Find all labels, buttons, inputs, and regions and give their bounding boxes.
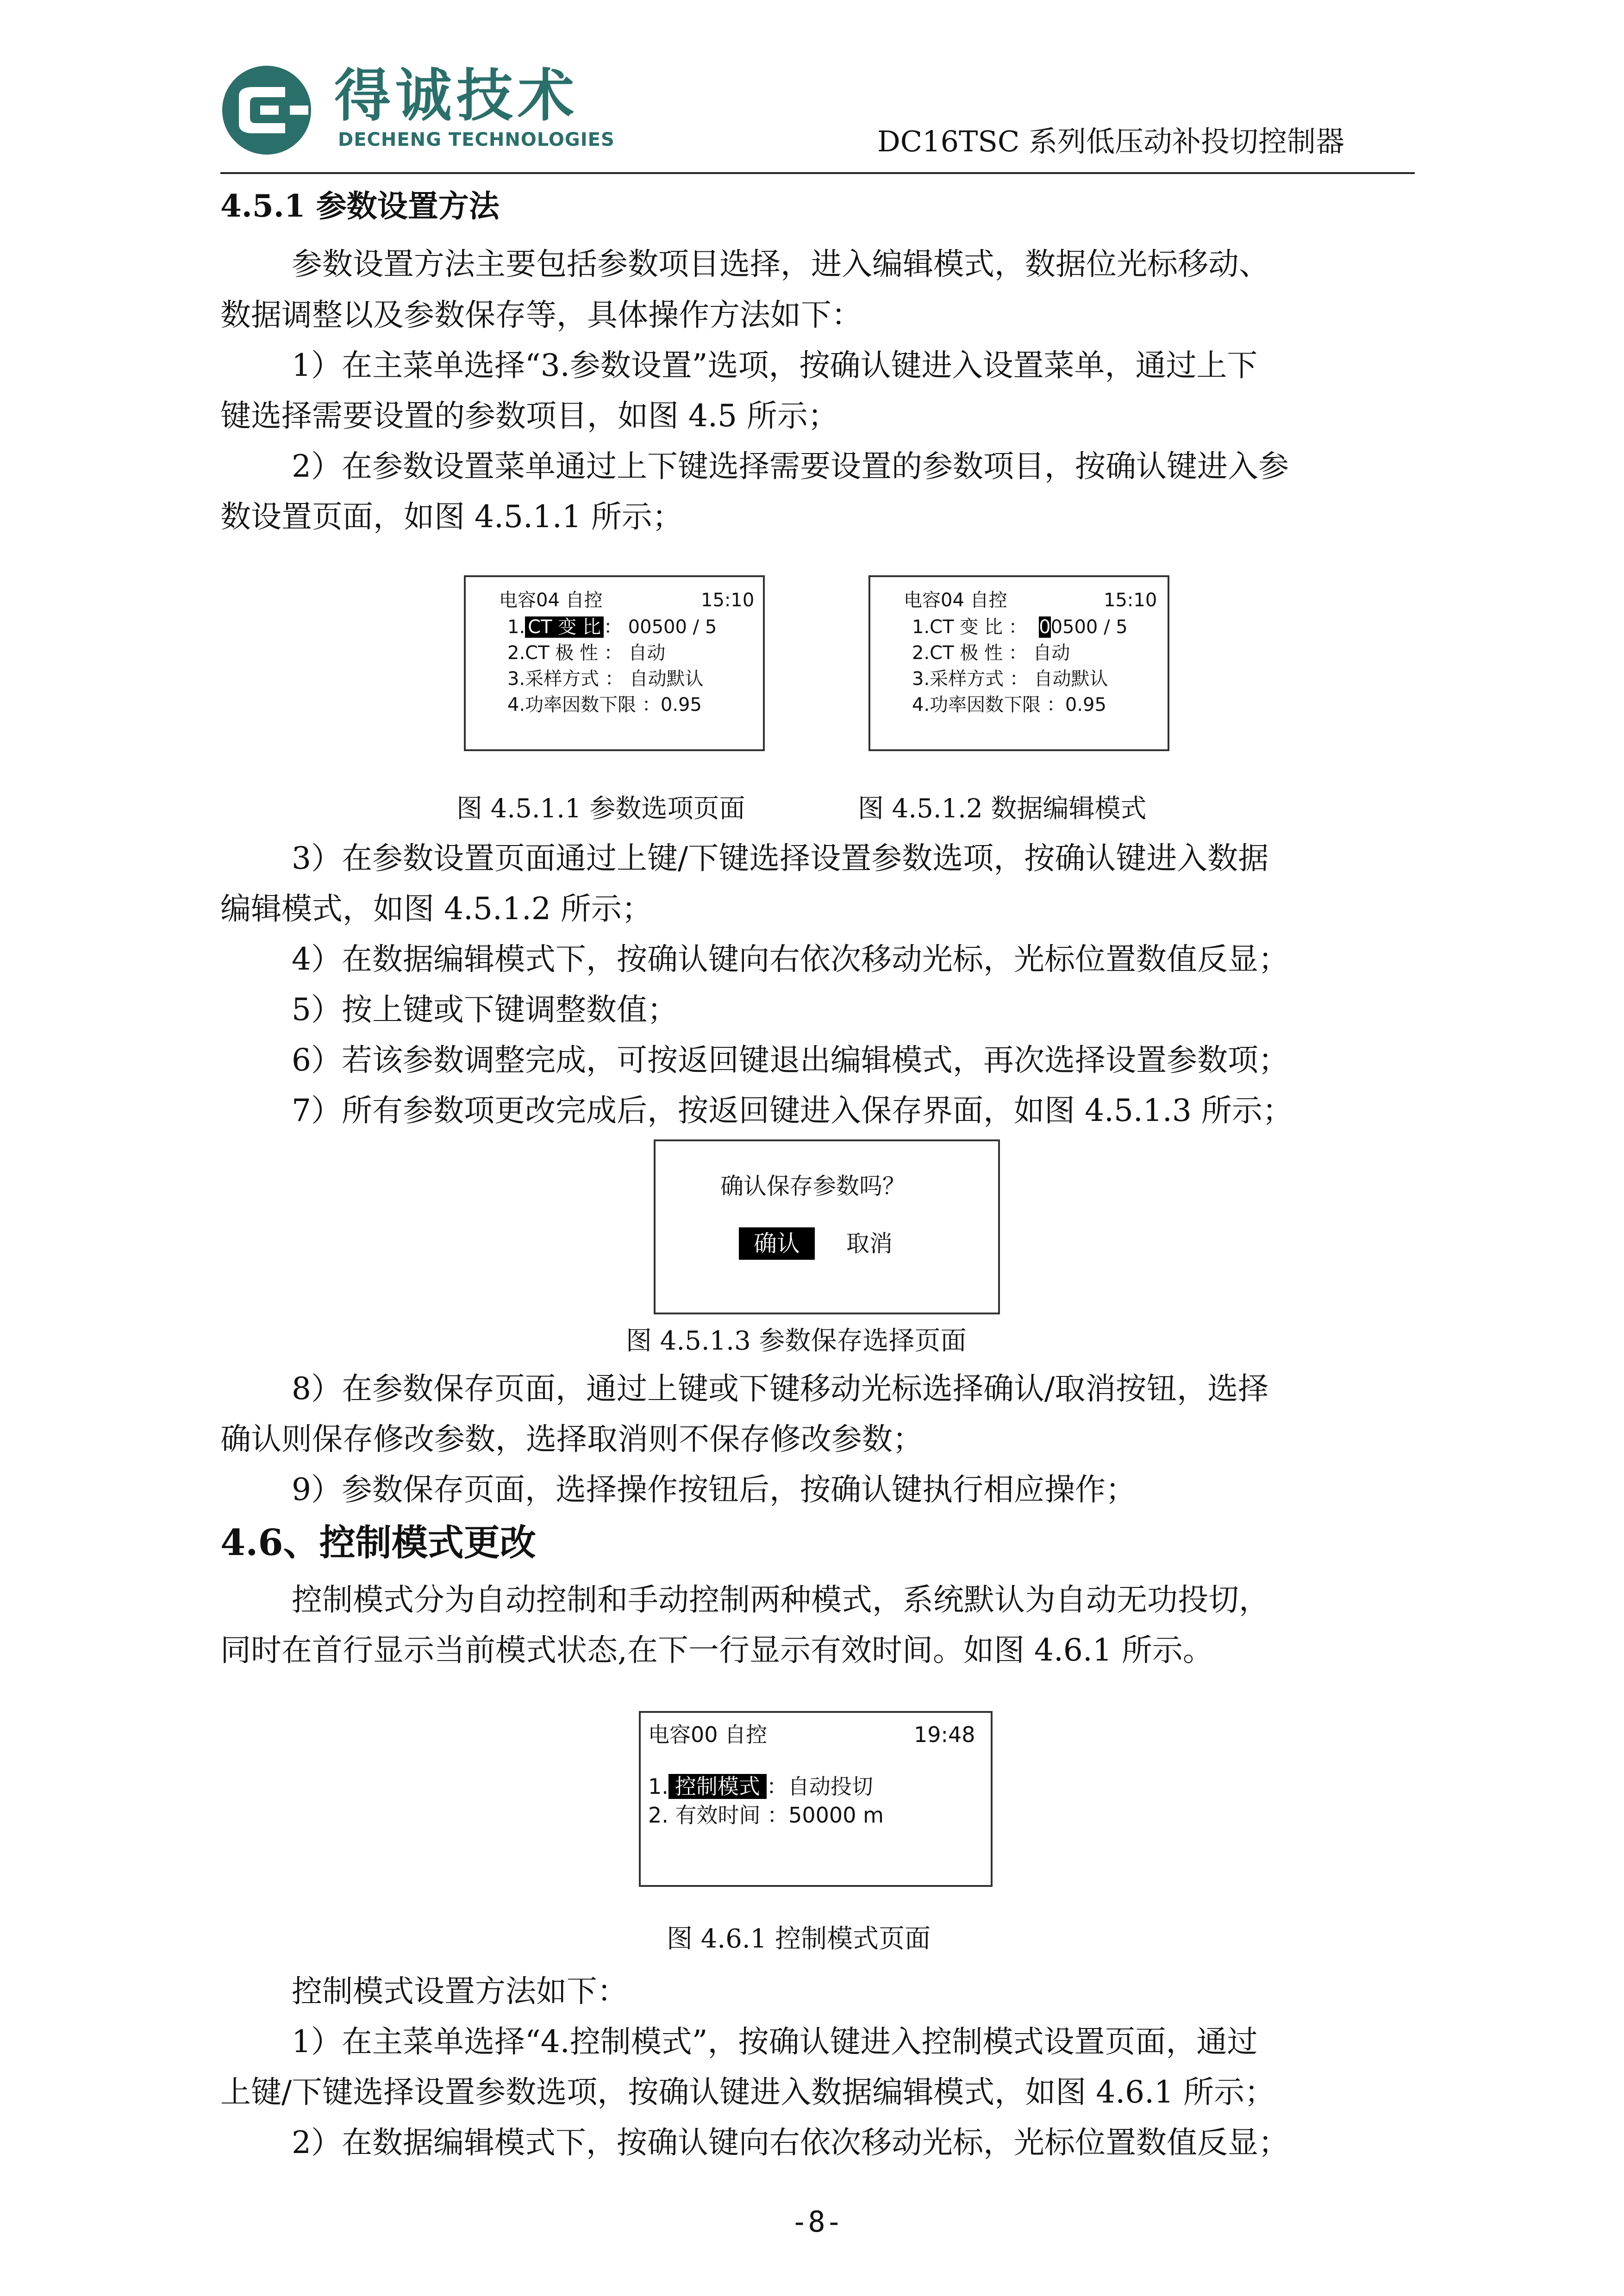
logo-chinese-text: 得诚技术 xyxy=(334,63,579,129)
paragraph-line: 4）在数据编辑模式下，按确认键向右依次移动光标，光标位置数值反显； xyxy=(292,941,1289,977)
lcd-selected-item: CT 变 比 xyxy=(525,616,604,638)
lcd-row-2: 2. 有效时间 ：50000 m xyxy=(648,1803,884,1828)
lcd-status: 电容04 自控 xyxy=(499,590,603,611)
lcd-status: 电容04 自控 xyxy=(904,590,1007,611)
lcd-row-2: 2.CT 极 性 ： 自动 xyxy=(507,642,666,664)
lcd-cursor-digit: 0 xyxy=(1039,616,1051,638)
paragraph-line: 3）在参数设置页面通过上键/下键选择设置参数选项，按确认键进入数据 xyxy=(292,840,1269,876)
paragraph-line: 6）若该参数调整完成，可按返回键退出编辑模式，再次选择设置参数项； xyxy=(292,1042,1289,1078)
section-heading-46: 4.6、控制模式更改 xyxy=(220,1522,536,1564)
lcd-row-4: 4.功率因数下限 ：0.95 xyxy=(507,694,702,716)
lcd-row-3: 3.采样方式 ： 自动默认 xyxy=(507,668,704,690)
lcd-selected-item: 控制模式 xyxy=(668,1774,767,1799)
header-divider xyxy=(220,172,1415,174)
document-title: DC16TSC 系列低压动补投切控制器 xyxy=(877,124,1345,158)
lcd-row-1 xyxy=(507,618,717,636)
lcd-row-value: ： 00500 / 5 xyxy=(603,616,717,638)
paragraph-line: 键选择需要设置的参数项目，如图 4.5 所示； xyxy=(220,398,838,434)
figure-caption: 图 4.5.1.1 参数选项页面 xyxy=(456,794,745,824)
paragraph-line: 9）参数保存页面，选择操作按钮后，按确认键执行相应操作； xyxy=(292,1472,1136,1507)
lcd-row-1 xyxy=(912,618,1128,636)
figure-caption: 图 4.5.1.2 数据编辑模式 xyxy=(858,794,1147,824)
paragraph-line: 控制模式设置方法如下： xyxy=(292,1973,628,2009)
paragraph-line: 2）在参数设置菜单通过上下键选择需要设置的参数项目，按确认键进入参 xyxy=(292,448,1289,484)
page-number: -8- xyxy=(791,2205,843,2239)
paragraph-line: 确认则保存修改参数，选择取消则不保存修改参数； xyxy=(220,1421,923,1457)
paragraph-line: 控制模式分为自动控制和手动控制两种模式，系统默认为自动无功投切， xyxy=(292,1582,1269,1618)
decheng-logo-icon xyxy=(220,64,313,156)
paragraph-line: 数设置页面，如图 4.5.1.1 所示； xyxy=(220,499,683,535)
logo-english-text: DECHENG TECHNOLOGIES xyxy=(338,129,615,150)
paragraph-line: 1）在主菜单选择“4.控制模式”，按确认键进入控制模式设置页面，通过 xyxy=(292,2024,1258,2060)
paragraph-line: 上键/下键选择设置参数选项，按确认键进入数据编辑模式，如图 4.6.1 所示； xyxy=(220,2074,1275,2110)
lcd-row-2: 2.CT 极 性 ： 自动 xyxy=(912,642,1070,664)
cancel-button[interactable]: 取消 xyxy=(846,1230,893,1257)
lcd-row-4: 4.功率因数下限 ：0.95 xyxy=(912,694,1106,716)
lcd-time: 15:10 xyxy=(1104,590,1157,611)
lcd-time: 19:48 xyxy=(914,1722,975,1747)
lcd-row-number: 1. xyxy=(507,616,525,638)
paragraph-line: 5）按上键或下键调整数值； xyxy=(292,992,678,1027)
paragraph-line: 参数设置方法主要包括参数项目选择，进入编辑模式，数据位光标移动、 xyxy=(292,246,1269,282)
lcd-row-1 xyxy=(648,1776,873,1797)
save-question: 确认保存参数吗？ xyxy=(720,1173,906,1200)
lcd-save-dialog xyxy=(654,1139,1000,1314)
lcd-row-value: 0500 / 5 xyxy=(1050,616,1128,638)
section-heading-451: 4.5.1 参数设置方法 xyxy=(220,188,500,224)
paragraph-line: 2）在数据编辑模式下，按确认键向右依次移动光标，光标位置数值反显； xyxy=(292,2125,1289,2160)
paragraph-line: 同时在首行显示当前模式状态,在下一行显示有效时间。如图 4.6.1 所示。 xyxy=(220,1632,1213,1668)
paragraph-line: 8）在参数保存页面，通过上键或下键移动光标选择确认/取消按钮，选择 xyxy=(292,1371,1269,1406)
figure-caption: 图 4.6.1 控制模式页面 xyxy=(667,1924,931,1954)
paragraph-line: 编辑模式，如图 4.5.1.2 所示； xyxy=(220,891,652,927)
lcd-row-3: 3.采样方式 ： 自动默认 xyxy=(912,668,1108,690)
lcd-time: 15:10 xyxy=(701,590,755,611)
lcd-row-label: 1.CT 变 比 ： xyxy=(912,616,1027,638)
paragraph-line: 1）在主菜单选择“3.参数设置”选项，按确认键进入设置菜单，通过上下 xyxy=(292,348,1258,383)
confirm-button[interactable]: 确认 xyxy=(739,1227,815,1260)
lcd-status: 电容00 自控 xyxy=(648,1722,768,1747)
lcd-row-value: ：自动投切 xyxy=(766,1774,873,1799)
lcd-row-number: 1. xyxy=(648,1774,668,1799)
lcd-control-mode xyxy=(639,1711,993,1887)
lcd-data-edit xyxy=(868,575,1169,751)
figure-caption: 图 4.5.1.3 参数保存选择页面 xyxy=(626,1326,967,1356)
paragraph-line: 数据调整以及参数保存等，具体操作方法如下： xyxy=(220,297,862,333)
lcd-parameter-options xyxy=(464,575,765,751)
paragraph-line: 7）所有参数项更改完成后，按返回键进入保存界面，如图 4.5.1.3 所示； xyxy=(292,1093,1293,1128)
